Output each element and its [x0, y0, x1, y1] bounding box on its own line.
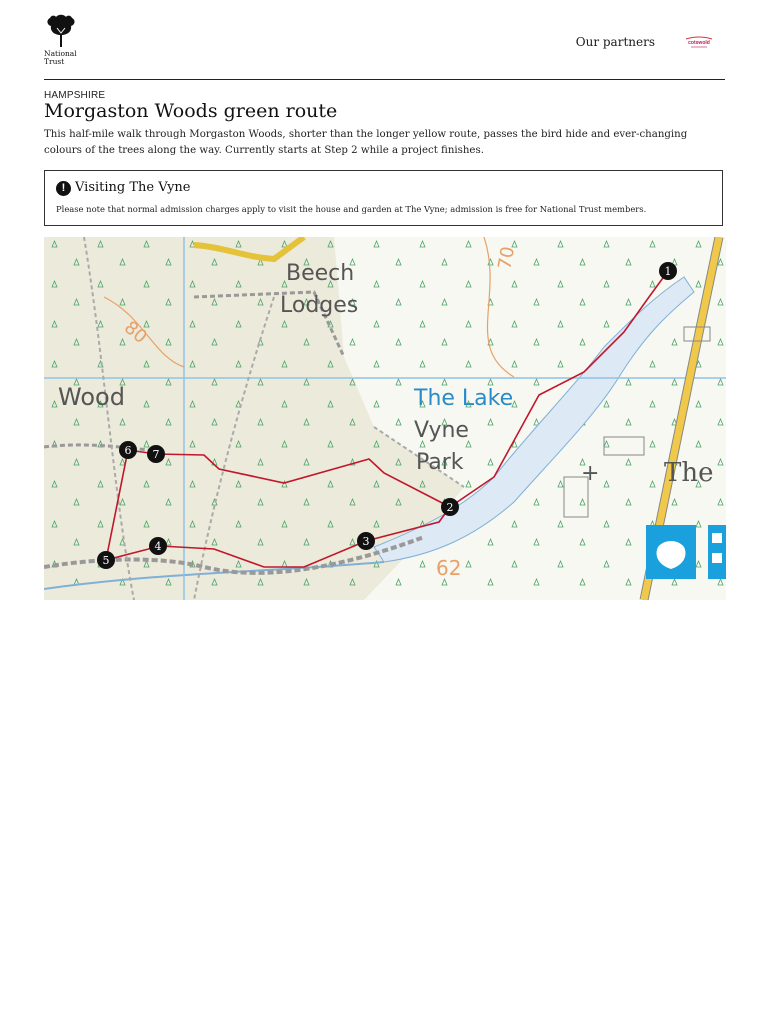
step-marker-7[interactable]	[147, 445, 165, 463]
step-marker-2[interactable]	[441, 498, 459, 516]
notice-title: Visiting The Vyne	[75, 180, 191, 195]
page-title: Morgaston Woods green route	[44, 100, 338, 122]
partner-logo[interactable]	[683, 35, 715, 49]
map-label-wood: Wood	[58, 383, 125, 411]
step-number: 4	[154, 540, 162, 553]
contour-label-70: 70	[494, 244, 520, 272]
map-label-lodges: Lodges	[280, 293, 359, 318]
logo-wordmark	[44, 50, 77, 66]
step-marker-6[interactable]	[119, 441, 137, 459]
contour-label-80: 80	[119, 317, 151, 348]
intro-text: This half-mile walk through Morgaston Woods, shorter than the longer yellow route, passes the bird hide and ever-changing colours of the trees along the way. Currently starts at Step 2 while a project finishes.	[44, 129, 688, 156]
church-symbol: +	[581, 461, 600, 486]
oak-leaf-icon	[44, 14, 78, 48]
step-marker-5[interactable]	[97, 551, 115, 569]
region-label: HAMPSHIRE	[44, 90, 106, 101]
step-marker-1[interactable]	[659, 262, 677, 280]
step-number: 5	[102, 554, 110, 567]
step-marker-3[interactable]	[357, 532, 375, 550]
our-partners-link[interactable]: Our partners	[575, 35, 655, 49]
logo-line-1: National	[44, 49, 77, 58]
map-label-park: Park	[416, 450, 464, 475]
map-label-the: The	[664, 458, 714, 488]
visiting-notice	[44, 170, 723, 226]
alert-icon: !	[56, 181, 71, 196]
step-number: 2	[446, 501, 454, 514]
step-number: 1	[664, 265, 672, 278]
spot-height-62: 62	[436, 556, 462, 580]
national-trust-logo[interactable]	[44, 14, 84, 68]
map-label-the-lake: The Lake	[414, 386, 514, 411]
logo-line-2: Trust	[44, 57, 65, 66]
site-header	[44, 14, 725, 80]
step-number: 6	[124, 444, 132, 457]
partner-logo-text: cotswold	[688, 40, 710, 46]
notice-body: Please note that normal admission charges apply to visit the house and garden at The Vyne; admission is free for National Trust members.	[56, 204, 647, 214]
route-map[interactable]	[44, 237, 726, 600]
step-number: 7	[152, 448, 160, 461]
map-label-vyne: Vyne	[414, 418, 469, 443]
step-number: 3	[362, 535, 370, 548]
step-marker-4[interactable]	[149, 537, 167, 555]
map-label-beech: Beech	[286, 261, 355, 286]
header-divider	[44, 79, 725, 80]
